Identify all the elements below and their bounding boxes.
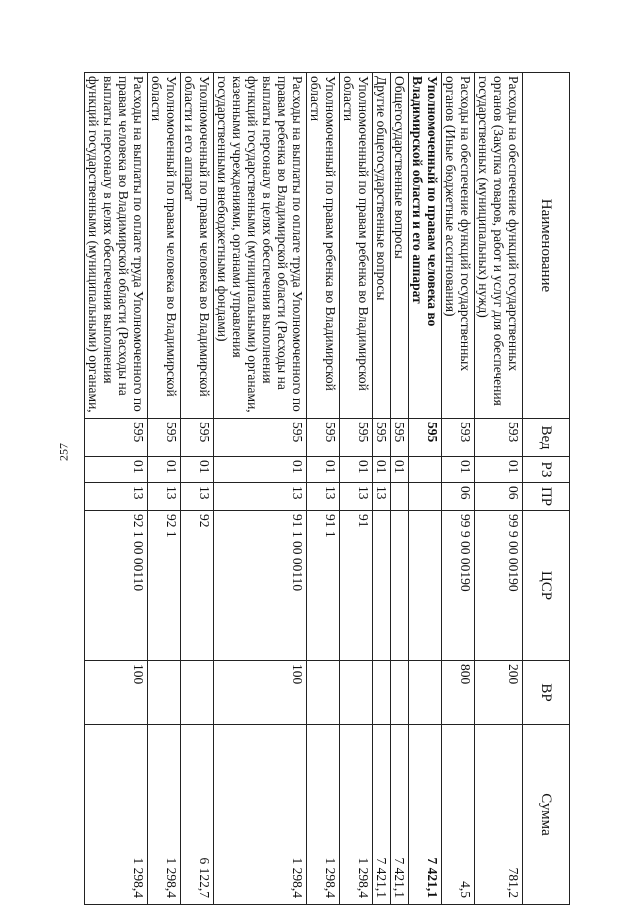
- cell-sum: 1 298,4: [85, 725, 148, 905]
- cell-csr: 99 9 00 00190: [442, 511, 475, 661]
- cell-vr: [373, 661, 391, 725]
- cell-pr: 13: [214, 483, 307, 511]
- cell-pr: 06: [475, 483, 523, 511]
- cell-pr: 13: [181, 483, 214, 511]
- cell-rz: 01: [148, 457, 181, 483]
- cell-pr: [391, 483, 409, 511]
- cell-ved: 593: [442, 419, 475, 457]
- table-row: [373, 73, 391, 905]
- cell-name: Уполномоченный по правам ребенка во Владимирской области: [340, 73, 373, 419]
- cell-sum: 1 298,4: [214, 725, 307, 905]
- cell-ved: 595: [214, 419, 307, 457]
- cell-name: Расходы на выплаты по оплате труда Уполномоченного по правам ребенка во Владимирской области (Расходы на выплаты персоналу в целях обеспечения выполнения функций государственными (муниципальными) органами, казенными учреждениями, органами управления государственными внебюджетными фондами): [214, 73, 307, 419]
- cell-rz: 01: [475, 457, 523, 483]
- cell-sum: 6 122,7: [181, 725, 214, 905]
- cell-ved: 595: [391, 419, 409, 457]
- cell-name: Расходы на обеспечение функций государственных органов (Закупка товаров, работ и услуг для обеспечения государственных (муниципальных) нужд): [475, 73, 523, 419]
- cell-rz: 01: [85, 457, 148, 483]
- table-row: [148, 73, 181, 905]
- header-sum: Сумма: [523, 725, 570, 905]
- cell-rz: 01: [442, 457, 475, 483]
- cell-vr: [181, 661, 214, 725]
- cell-csr: 91 1: [307, 511, 340, 661]
- cell-name: Уполномоченный по правам человека во Владимирской области: [148, 73, 181, 419]
- cell-ved: 595: [340, 419, 373, 457]
- cell-vr: [409, 661, 442, 725]
- cell-name: Расходы на выплаты по оплате труда Уполномоченного по правам человека во Владимирской области (Расходы на выплаты персоналу в целях обеспечения выполнения функций государственными (муниципальными) органами,: [85, 73, 148, 419]
- cell-pr: 13: [148, 483, 181, 511]
- cell-csr: 92 1: [148, 511, 181, 661]
- cell-pr: 13: [307, 483, 340, 511]
- cell-rz: 01: [307, 457, 340, 483]
- table-row: [340, 73, 373, 905]
- cell-ved: 595: [307, 419, 340, 457]
- cell-name: Уполномоченный по правам ребенка во Владимирской области: [307, 73, 340, 419]
- table-row: [475, 73, 523, 905]
- cell-name: Другие общегосударственные вопросы: [373, 73, 391, 419]
- cell-vr: [391, 661, 409, 725]
- cell-vr: 200: [475, 661, 523, 725]
- table-row: [409, 73, 442, 905]
- cell-vr: 100: [85, 661, 148, 725]
- header-ved: Вед: [523, 419, 570, 457]
- header-vr: ВР: [523, 661, 570, 725]
- cell-sum: 1 298,4: [148, 725, 181, 905]
- cell-ved: 595: [181, 419, 214, 457]
- cell-name: Общегосударственные вопросы: [391, 73, 409, 419]
- cell-sum: 7 421,1: [409, 725, 442, 905]
- cell-sum: 781,2: [475, 725, 523, 905]
- cell-vr: [340, 661, 373, 725]
- budget-table: [84, 72, 570, 905]
- cell-csr: 99 9 00 00190: [475, 511, 523, 661]
- table-row: [85, 73, 148, 905]
- cell-pr: [409, 483, 442, 511]
- cell-sum: 7 421,1: [373, 725, 391, 905]
- cell-csr: 92 1 00 00110: [85, 511, 148, 661]
- cell-sum: 1 298,4: [340, 725, 373, 905]
- cell-rz: 01: [214, 457, 307, 483]
- cell-ved: 595: [373, 419, 391, 457]
- table-row: [181, 73, 214, 905]
- cell-csr: 92: [181, 511, 214, 661]
- cell-vr: [148, 661, 181, 725]
- cell-sum: 4,5: [442, 725, 475, 905]
- cell-ved: 595: [85, 419, 148, 457]
- cell-ved: 595: [409, 419, 442, 457]
- cell-sum: 7 421,1: [391, 725, 409, 905]
- cell-pr: 13: [373, 483, 391, 511]
- cell-vr: 100: [214, 661, 307, 725]
- cell-pr: 13: [340, 483, 373, 511]
- header-pr: ПР: [523, 483, 570, 511]
- header-rz: РЗ: [523, 457, 570, 483]
- cell-csr: [391, 511, 409, 661]
- table-header-row: [523, 73, 570, 905]
- table-row: [442, 73, 475, 905]
- cell-pr: 13: [85, 483, 148, 511]
- table-row: [214, 73, 307, 905]
- cell-name: Расходы на обеспечение функций государственных органов (Иные бюджетные ассигнования): [442, 73, 475, 419]
- table-row: [391, 73, 409, 905]
- cell-ved: 593: [475, 419, 523, 457]
- cell-rz: [409, 457, 442, 483]
- header-name: Наименование: [523, 73, 570, 419]
- cell-vr: [307, 661, 340, 725]
- cell-vr: 800: [442, 661, 475, 725]
- cell-rz: 01: [181, 457, 214, 483]
- cell-name: Уполномоченный по правам человека во Владимирской области и его аппарат: [409, 73, 442, 419]
- cell-sum: 1 298,4: [307, 725, 340, 905]
- cell-csr: [373, 511, 391, 661]
- table-row: [307, 73, 340, 905]
- cell-name: Уполномоченный по правам человека во Владимирской области и его аппарат: [181, 73, 214, 419]
- cell-rz: 01: [340, 457, 373, 483]
- cell-pr: 06: [442, 483, 475, 511]
- cell-csr: 91: [340, 511, 373, 661]
- cell-ved: 595: [148, 419, 181, 457]
- cell-rz: 01: [373, 457, 391, 483]
- cell-csr: 91 1 00 00110: [214, 511, 307, 661]
- page-number: 257: [56, 443, 71, 461]
- cell-csr: [409, 511, 442, 661]
- header-csr: ЦСР: [523, 511, 570, 661]
- cell-rz: 01: [391, 457, 409, 483]
